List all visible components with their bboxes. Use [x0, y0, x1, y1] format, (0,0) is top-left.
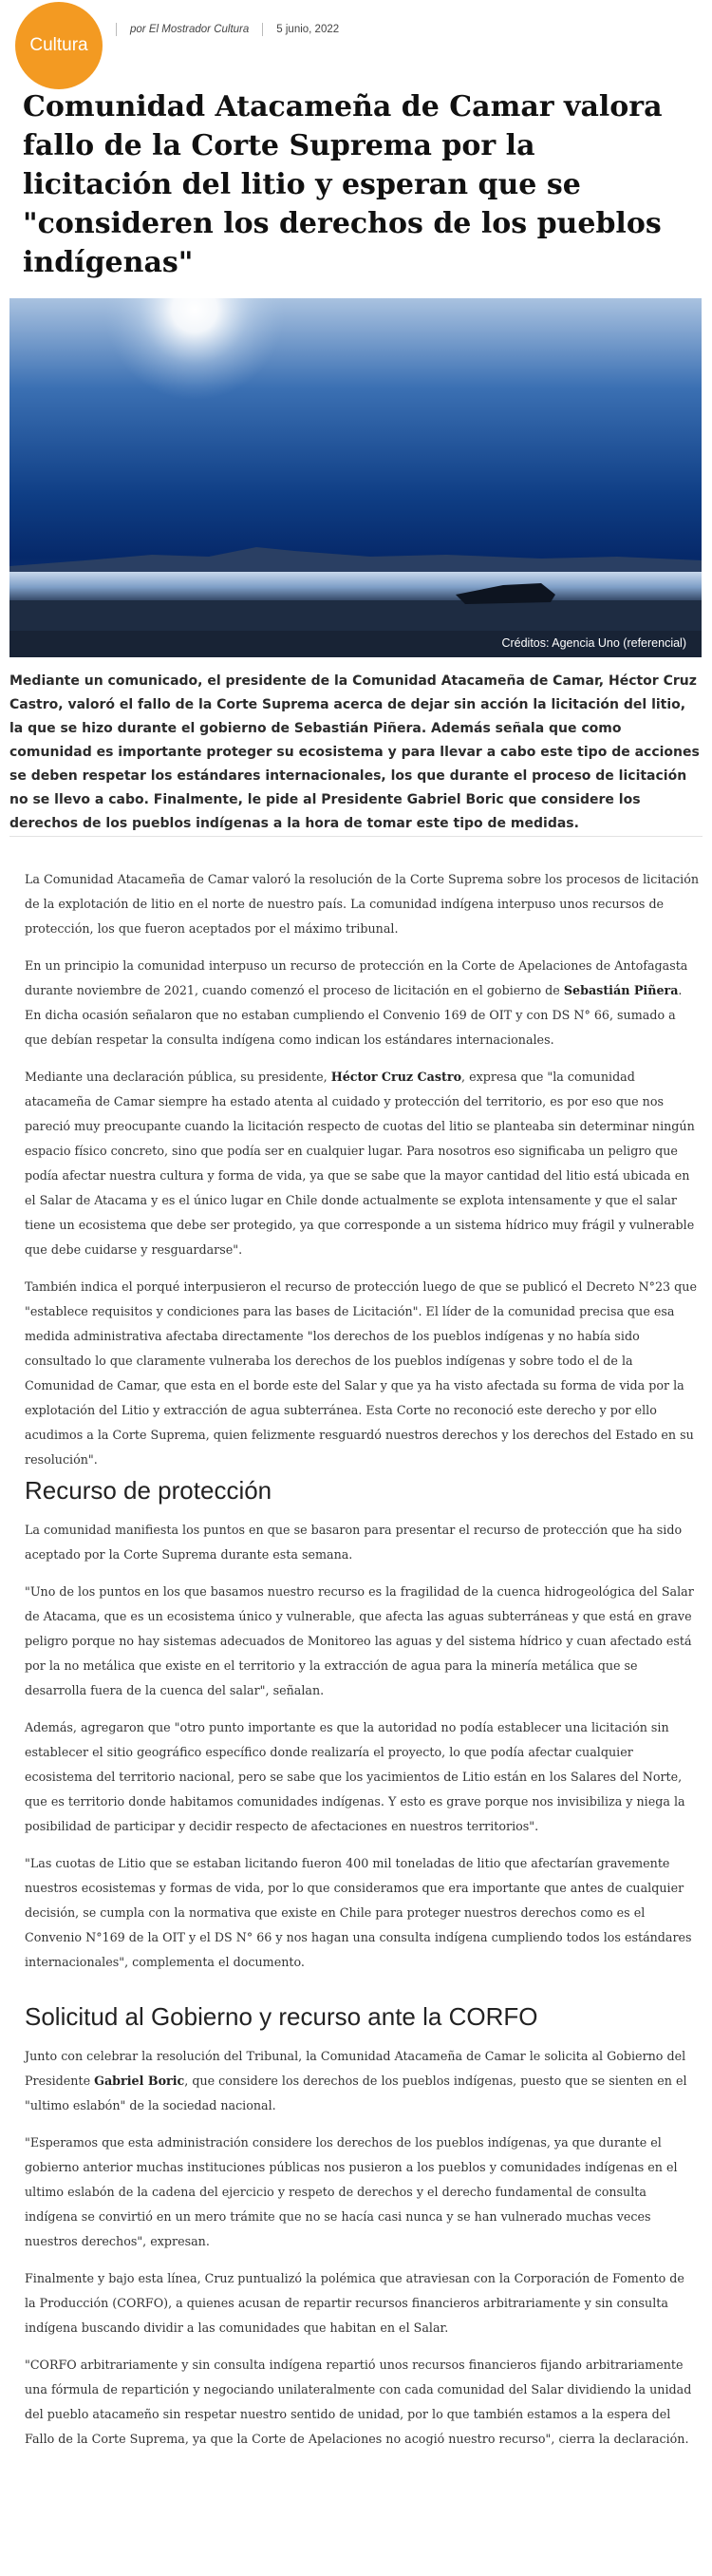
byline-divider	[116, 23, 117, 36]
section-badge[interactable]	[15, 2, 103, 89]
body-paragraph: "Esperamos que esta administración considere los derechos de los pueblos indígenas, ya que durante el gobierno anterior muchas instituciones públicas nos pusieron a los pueblos y comunidades indígenas en el ultimo eslabón de la cadena del ejercicio y respeto de derechos y el derecho fundamental de consulta indígena se convirtió en un mero trámite que no se hacía casi nunca y se han vulnerado muchas veces nuestros derechos", expresan.	[25, 2135, 678, 2248]
author[interactable]: por El Mostrador Cultura	[130, 24, 250, 35]
body-paragraph: Además, agregaron que "otro punto importante es que la autoridad no podía establecer una licitación sin establecer el sitio geográfico específico donde realizaría el proyecto, lo que podía afectar cualquier ecosistema del territorio nacional, pero se sabe que los yacimientos de Litio están en los Salares del Norte, que es territorio donde habitamos comunidades indígenas. Y esto es grave porque nos invisibiliza y niega la posibilidad de participar y decidir respecto de afectaciones en nuestros territorios".	[25, 1720, 685, 1833]
publish-date: 5 junio, 2022	[276, 24, 340, 35]
image-credit: Créditos: Agencia Uno (referencial)	[501, 636, 686, 650]
body-paragraph	[25, 954, 699, 1052]
body-paragraph: "Uno de los puntos en los que basamos nuestro recurso es la fragilidad de la cuenca hidrogeológica del Salar de Atacama, que es un ecosistema único y vulnerable, que afecta las aguas subterráneas y que está en grave peligro porque no hay sistemas adecuados de Monitoreo las aguas y del sistema hídrico y cuan afectado está por la no metálica que existe en el territorio y la extracción de agua para la minería metálica que se desarrolla fuera de la cuenca del salar", señalan.	[25, 1584, 694, 1697]
section-heading: Recurso de protección	[25, 1476, 272, 1505]
body-paragraph	[25, 1065, 699, 1262]
body-paragraph: La comunidad manifiesta los puntos en que se basaron para presentar el recurso de protección que ha sido aceptado por la Corte Suprema durante esta semana.	[25, 1523, 683, 1562]
body-paragraph: También indica el porqué interpusieron el recurso de protección luego de que se publicó el Decreto N°23 que "establece requisitos y condiciones para las bases de Licitación". El líder de la comunidad precisa que esa medida administrativa afectaba directamente "los derechos de los pueblos indígenas y no había sido consultado lo que claramente vulneraba los derechos de los pueblos indígenas y sobre todo el de la Comunidad de Camar, que esta en el borde este del Salar y que ya ha visto afectada su forma de vida por la explotación del Litio y extracción de agua subterránea. Esta Corte no reconoció este derecho y por ello acudimos a la Corte Suprema, quien felizmente resguardó nuestros derechos y los derechos del Estado en su resolución".	[25, 1279, 697, 1467]
paragraph-text: Mediante una declaración pública, su presidente,	[25, 1070, 331, 1084]
person-name: Gabriel Boric	[94, 2074, 185, 2088]
article-hero-image	[9, 298, 702, 657]
salt-flat-photo	[9, 298, 702, 657]
section-label[interactable]: Cultura	[29, 35, 88, 55]
body-paragraph: "Las cuotas de Litio que se estaban licitando fueron 400 mil toneladas de litio que afectarían gravemente nuestros ecosistemas y formas de vida, por lo que consideramos que era importante que antes de cualquier decisión, se cumpla con la normativa que existe en Chile para proteger nuestros derechos como es el Convenio N°169 de la OIT y el DS N° 66 y nos hagan una consulta indígena cumpliendo todos los estándares internacionales", complementa el documento.	[25, 1856, 692, 1969]
body-paragraph	[25, 2044, 699, 2118]
body-paragraph: "CORFO arbitrariamente y sin consulta indígena repartió unos recursos financieros fijando arbitrariamente una fórmula de repartición y negociando unilateralmente con cada comunidad del Salar dividiendo la unidad del pueblo atacameño sin respetar nuestro sentido de unidad, por lo que también estamos a la espera del Fallo de la Corte Suprema, ya que la Corte de Apelaciones no acogió nuestro recurso", cierra la declaración.	[25, 2358, 692, 2446]
paragraph-text: En un principio la comunidad interpuso un recurso de protección en la Corte de Apelaciones de Antofagasta durante noviembre de 2021, cuando comenzó el proceso de licitación en el gobierno de	[25, 958, 688, 997]
article-body	[25, 867, 699, 2464]
section-heading: Solicitud al Gobierno y recurso ante la CORFO	[25, 2002, 538, 2031]
byline	[103, 23, 339, 36]
person-name: Héctor Cruz Castro	[330, 1070, 462, 1084]
byline-divider	[262, 23, 263, 36]
article-lead: Mediante un comunicado, el presidente de la Comunidad Atacameña de Camar, Héctor Cruz Castro, valoró el fallo de la Corte Suprema acerca de dejar sin acción la licitación del litio, la que se hizo durante el gobierno de Sebastián Piñera. Además señala que como comunidad es importante proteger su ecosistema y para llevar a cabo este tipo de acciones se deben respetar los estándares internacionales, los que durante el proceso de licitación no se llevo a cabo. Finalmente, le pide al Presidente Gabriel Boric que considere los derechos de los pueblos indígenas a la hora de tomar este tipo de medidas.	[9, 673, 700, 831]
paragraph-text: . En dicha ocasión señalaron que no estaban cumpliendo el Convenio 169 de OIT y con DS N° 66, sumado a que debían respetar la consulta indígena como indican los estándares internacionales.	[25, 983, 683, 1047]
paragraph-text: , que considere los derechos de los pueblos indígenas, puesto que se sienten en el "ultimo eslabón" de la sociedad nacional.	[25, 2074, 687, 2112]
body-paragraph: La Comunidad Atacameña de Camar valoró la resolución de la Corte Suprema sobre los procesos de licitación de la explotación de litio en el norte de nuestro país. La comunidad indígena interpuso unos recursos de protección, los que fueron aceptados por el máximo tribunal.	[25, 872, 700, 936]
paragraph-text: Junto con celebrar la resolución del Tribunal, la Comunidad Atacameña de Camar le solicita al Gobierno del Presidente	[25, 2049, 686, 2088]
body-paragraph: Finalmente y bajo esta línea, Cruz puntualizó la polémica que atraviesan con la Corporación de Fomento de la Producción (CORFO), a quienes acusan de repartir recursos financieros arbitrariamente y sin consulta indígena buscando dividir a las comunidades que habitan en el Salar.	[25, 2271, 684, 2335]
paragraph-text: , expresa que "la comunidad atacameña de Camar siempre ha estado atenta al cuidado y protección del territorio, es por eso que nos pareció muy preocupante cuando la licitación respecto de cuotas del litio se planteaba sin determinar ningún espacio físico concreto, sino que podía ser en cualquier lugar. Para nosotros eso significaba un peligro que podía afectar nuestra cultura y forma de vida, ya que se sabe que la mayor cantidad del litio está ubicada en el Salar de Atacama y es el único lugar en Chile donde actualmente se explota intensamente y que el salar tiene un ecosistema que debe ser protegido, ya que corresponde a un sistema hídrico muy frágil y vulnerable que debe cuidarse y resguardarse".	[25, 1070, 695, 1257]
article-title: Comunidad Atacameña de Camar valora fallo de la Corte Suprema por la licitación del litio y esperan que se "consideren los derechos de los pueblos indígenas"	[23, 90, 663, 279]
lead-divider	[9, 836, 703, 837]
person-name: Sebastián Piñera	[563, 983, 679, 997]
